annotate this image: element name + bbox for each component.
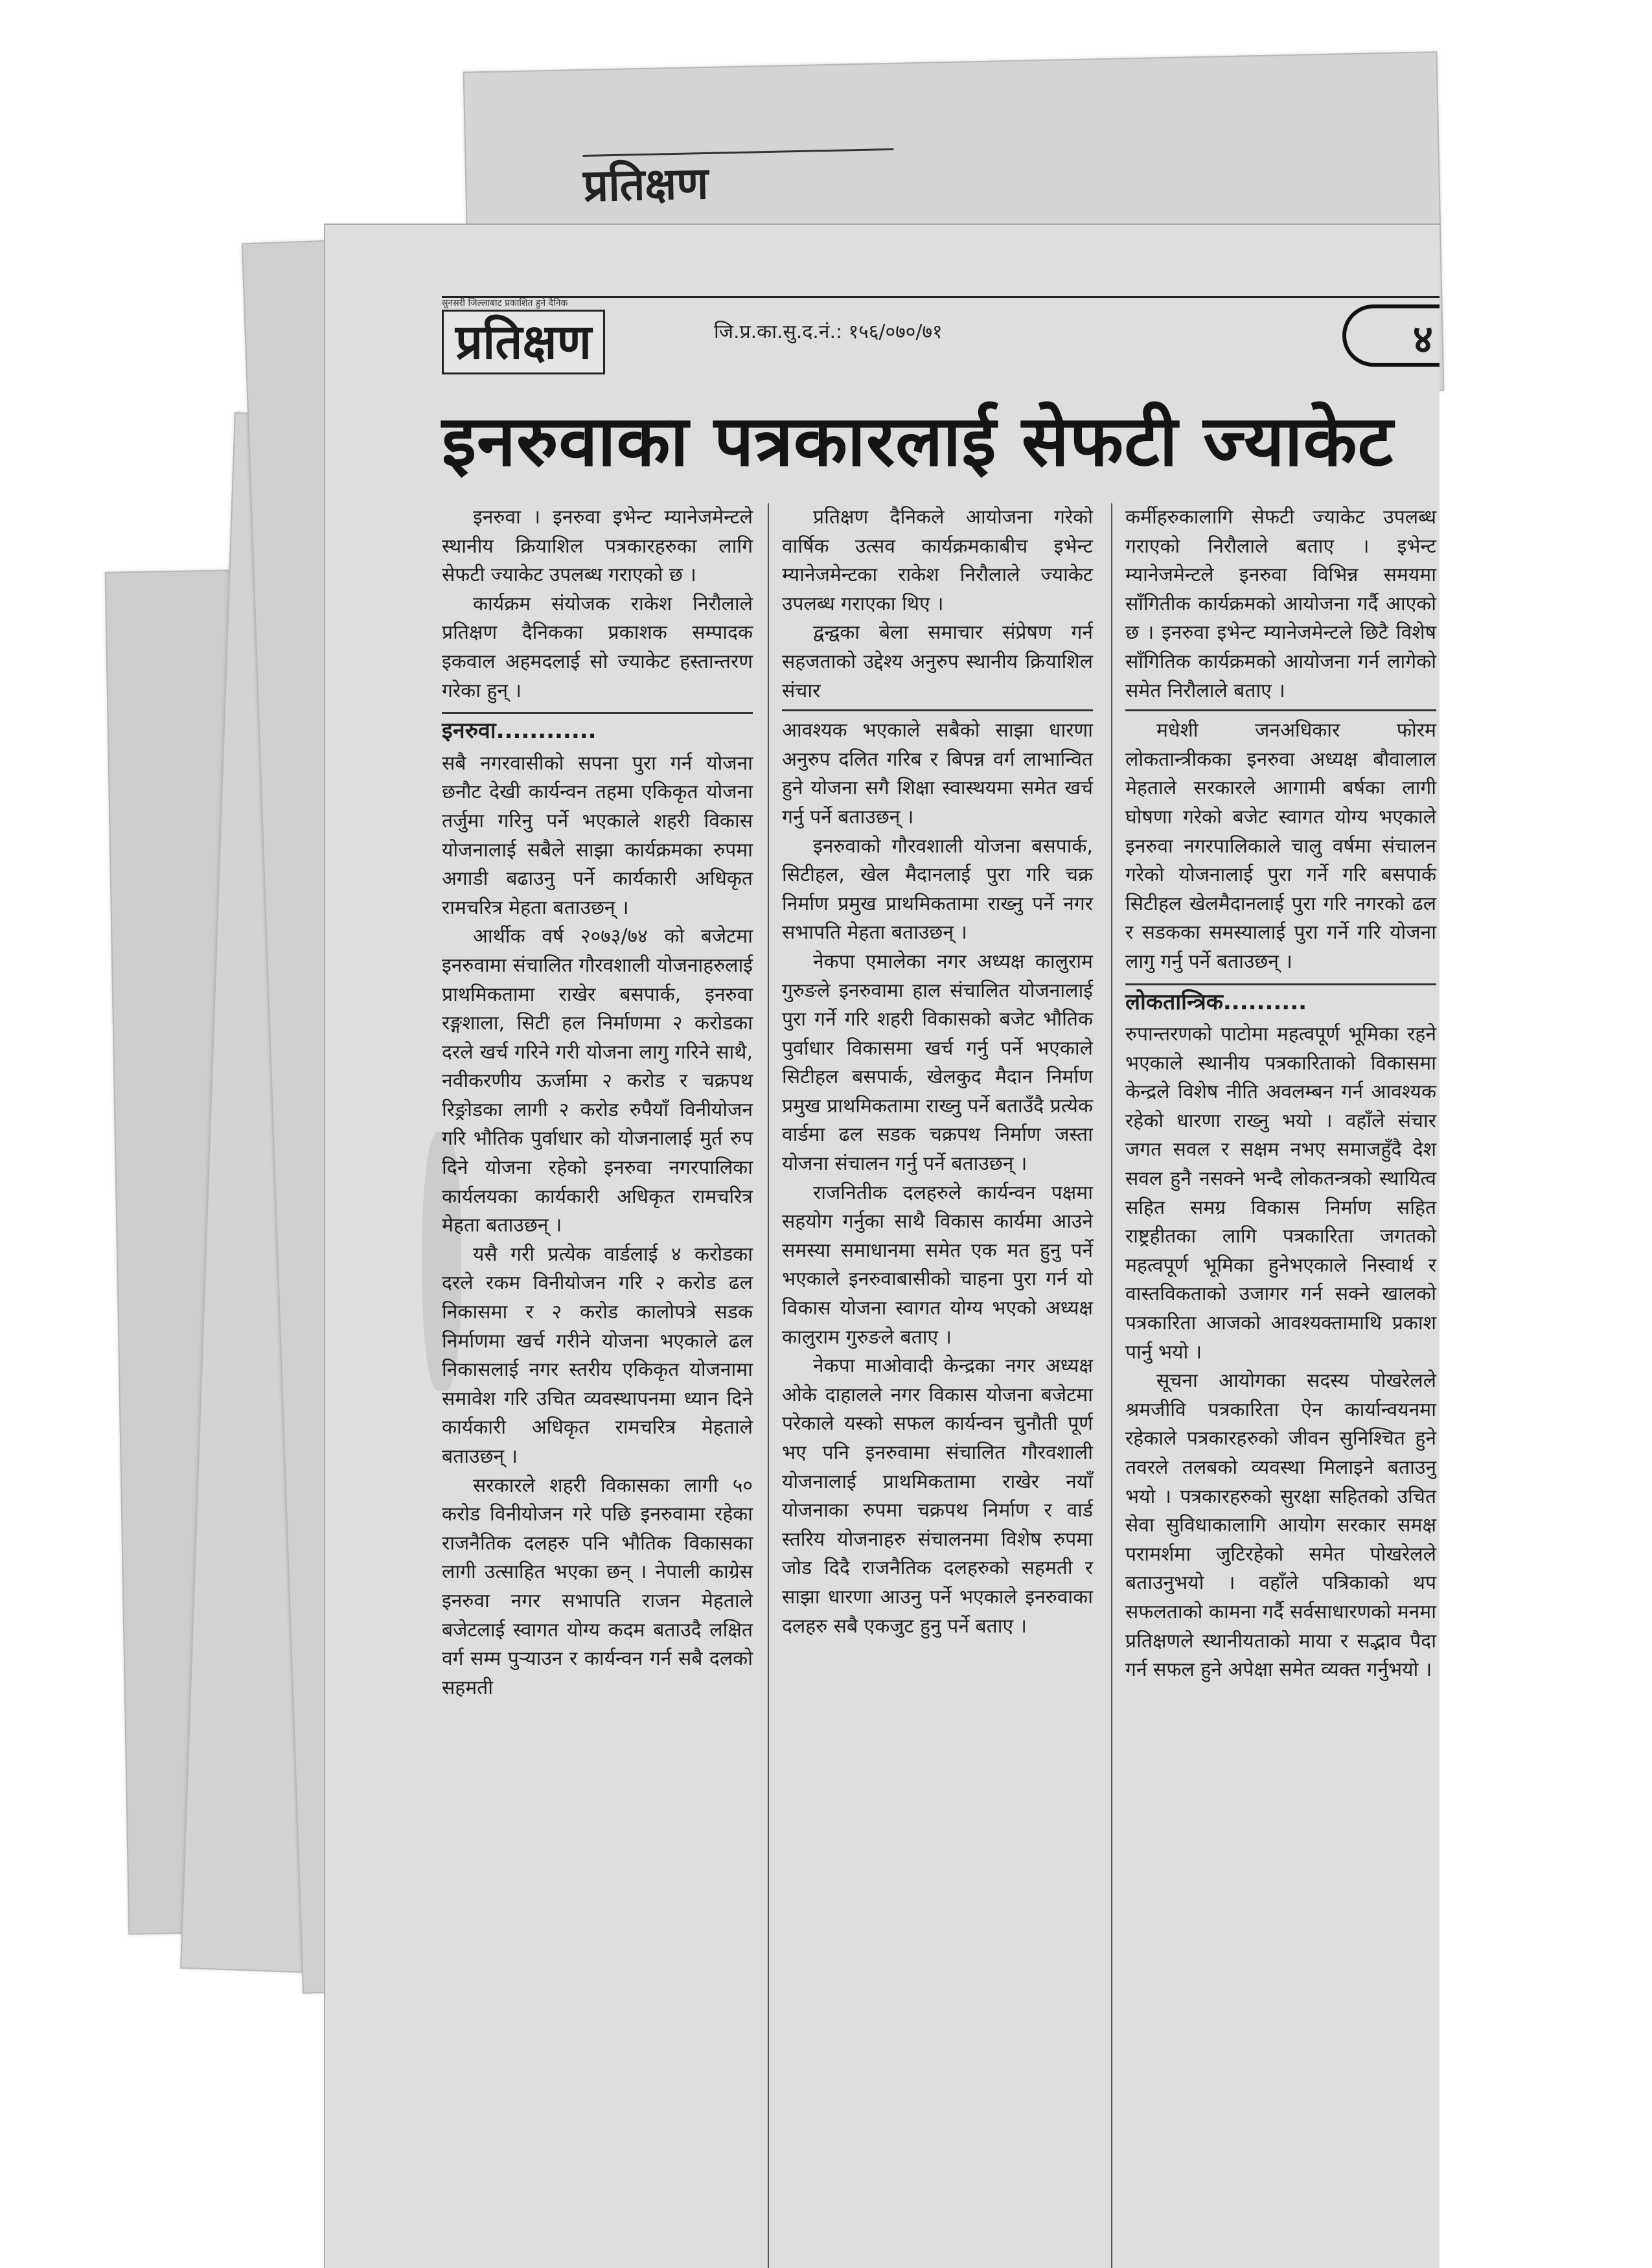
column-divider xyxy=(768,503,769,2268)
newspaper-tagline: सुनसरी जिल्लाबाट प्रकाशित हुने दैनिक xyxy=(442,298,568,308)
article-column-3 xyxy=(1125,503,1436,1685)
paragraph: मधेशी जनअधिकार फोरम लोकतान्त्रीकका इनरुवा अध्यक्ष बौवालाल मेहताले सरकारले आगामी बर्षका लागी घोषणा गरेको बजेट स्वागत योग्य भएकाले इनरुवा नगरपालिकाले चालु वर्षमा संचालन गरेको योजनालाई पुरा गर्ने गरि बसपार्क सिटीहल खेलमैदानलाई पुरा गरि नगरको ढल र सडकका समस्यालाई पुरा गर्ने गरि योजना लागु गर्नु पर्ने बताउछन् । xyxy=(1125,719,1436,973)
article-column-1 xyxy=(442,503,753,1702)
registration-number: जि.प्र.का.सु.द.नं.: १५६/०७०/७१ xyxy=(714,321,943,343)
paragraph: इनरुवा । इनरुवा इभेन्ट म्यानेजमेन्टले स्थानीय क्रियाशिल पत्रकारहरुका लागि सेफटी ज्याकेट उपलब्ध गराएको छ । xyxy=(442,506,753,587)
article-body xyxy=(442,503,1440,2268)
section-divider xyxy=(1125,709,1436,711)
print-smudge xyxy=(422,1132,461,1391)
section-divider xyxy=(782,709,1093,711)
article-headline: इनरुवाका पत्रकारलाई सेफटी ज्याकेट xyxy=(442,401,1394,482)
paragraph: रुपान्तरणको पाटोमा महत्वपूर्ण भूमिका रहने भएकाले स्थानीय पत्रकारिताको विकासमा केन्द्रले विशेष नीति अवलम्बन गर्न आवश्यक रहेको धारणा राख्नु भयो । वहाँले संचार जगत सवल र सक्षम नभए समाजहुँदै देश सवल हुनै नसक्ने भन्दै लोकतन्त्रको स्थायित्व सहित समग्र विकास निर्माण सहित राष्ट्रहीतका लागि पत्रकारिता जगतको महत्वपूर्ण भूमिका हुनेभएकाले निस्वार्थ र वास्तविकताको उजागर गर्न सक्ने खालको पत्रकारिता आजको आवश्यक्तामाथि प्रकाश पार्नु भयो । xyxy=(1125,1023,1436,1364)
section-subhead: लोकतान्त्रिक.......... xyxy=(1125,983,1436,1017)
paragraph: सूचना आयोगका सदस्य पोखरेलले श्रमजीवि पत्रकारिता ऐन कार्यान्वयनमा रहेकाले पत्रकारहरुको जीवन सुनिश्चित हुने तवरले तलबको व्यवस्था मिलाइने बताउनु भयो । पत्रकारहरुको सुरक्षा सहितको उचित सेवा सुविधाकालागि आयोग सरकार समक्ष परामर्शमा जुटिरहेको समेत पोखरेलले बताउनुभयो । वहाँले पत्रिकाको थप सफलताको कामना गर्दै सर्वसाधारणको मनमा प्रतिक्षणले स्थानीयताको माया र सद्भाव पैदा गर्न सफल हुने अपेक्षा समेत व्यक्त गर्नुभयो । xyxy=(1125,1369,1436,1682)
paragraph: नेकपा माओवादी केन्द्रका नगर अध्यक्ष ओके दाहालले नगर विकास योजना बजेटमा परेकाले यस्को सफल कार्यन्वन चुनौती पूर्ण भए पनि इनरुवामा संचालित गौरवशाली योजनालाई प्राथमिकतामा राखेर नयाँ योजनाका रुपमा चक्रपथ निर्माण र वार्ड स्तरिय योजनाहरु संचालनमा विशेष रुपमा जोड दिदै राजनैतिक दलहरुको सहमती र साझा धारणा आउनु पर्ने भएकाले इनरुवाका दलहरु सबै एकजुट हुनु पर्ने बताए । xyxy=(782,1355,1093,1638)
newspaper-clipping xyxy=(324,223,1440,2268)
back-sheet-masthead xyxy=(582,148,895,215)
paragraph: सबै नगरवासीको सपना पुरा गर्न योजना छनौट देखी कार्यन्वन तहमा एकिकृत योजना तर्जुमा गरिनु पर्ने भएकाले शहरी विकास योजनालाई सबैले साझा कार्यक्रमका रुपमा अगाडी बढाउनु पर्ने कार्यकारी अधिकृत रामचरित्र मेहता बताउछन् । xyxy=(442,751,753,919)
paragraph: यसै गरी प्रत्येक वार्डलाई ४ करोडका दरले रकम विनीयोजन गरि २ करोड ढल निकासमा र २ करोड कालोपत्रे सडक निर्माणमा खर्च गरीने योजना भएकाले ढल निकासलाई नगर स्तरीय एकिकृत योजनामा समावेश गरि उचित व्यवस्थापनमा ध्यान दिने कार्यकारी अधिकृत रामचरित्र मेहताले बताउछन् । xyxy=(442,1243,753,1468)
paragraph: नेकपा एमालेका नगर अध्यक्ष कालुराम गुरुङले इनरुवामा हाल संचालित योजनालाई पुरा गर्ने गरि शहरी विकासको बजेट भौतिक पुर्वाधार विकासमा खर्च गर्नु पर्ने भएकाले सिटीहल बसपार्क, खेलकुद मैदान निर्माण प्रमुख प्राथमिकतामा राख्नु पर्ने बताउँदै प्रत्येक वार्डमा ढल सडक चक्रपथ निर्माण जस्ता योजना संचालन गर्नु पर्ने बताउछन् । xyxy=(782,950,1093,1176)
paragraph: कर्मीहरुकालागि सेफटी ज्याकेट उपलब्ध गराएको निरौलाले बताए । इभेन्ट म्यानेजमेन्टले इनरुवा विभिन्न समयमा साँगितीक कार्यक्रमको आयोजना गर्दै आएको छ । इनरुवा इभेन्ट म्यानेजमेन्टले छिटै विशेष साँगितिक कार्यक्रमको आयोजना गर्न लागेको समेत निरौलाले बताए । xyxy=(1125,506,1436,702)
paragraph: प्रतिक्षण दैनिकले आयोजना गरेको वार्षिक उत्सव कार्यक्रमकाबीच इभेन्ट म्यानेजमेन्टका राकेश निरौलाले ज्याकेट उपलब्ध गराएका थिए । xyxy=(782,506,1093,615)
newspaper-masthead: प्रतिक्षण xyxy=(442,310,605,374)
paragraph: द्वन्द्वका बेला समाचार संप्रेषण गर्न सहजताको उद्देश्य अनुरुप स्थानीय क्रियाशिल संचार xyxy=(782,621,1093,702)
section-subhead: इनरुवा............ xyxy=(442,712,753,746)
paragraph: आवश्यक भएकाले सबैको साझा धारणा अनुरुप दलित गरिब र बिपन्न वर्ग लाभान्वित हुने योजना सगै शिक्षा स्वास्थयमा समेत खर्च गर्नु पर्ने बताउछन् । xyxy=(782,719,1093,829)
newspaper-header xyxy=(442,296,1440,376)
back-sheet-masthead-text: प्रतिक्षण xyxy=(582,157,709,212)
page-number: ४ xyxy=(1342,304,1440,367)
paragraph: आर्थीक वर्ष २०७३/७४ को बजेटमा इनरुवामा संचालित गौरवशाली योजनाहरुलाई प्राथमिकतामा राखेर बसपार्क, इनरुवा रङ्गशाला, सिटी हल निर्माणमा २ करोडका दरले खर्च गरिने गरी योजना लागु गरिने साथै, नवीकरणीय ऊर्जामा २ करोड र चक्रपथ रिङ्रोडका लागी २ करोड रुपैयाँ विनीयोजन गरि भौतिक पुर्वाधार को योजनालाई मुर्त रुप दिने योजना रहेको इनरुवा नगरपालिका कार्यलयका कार्यकारी अधिकृत रामचरित्र मेहता बताउछन् । xyxy=(442,925,753,1237)
paragraph: इनरुवाको गौरवशाली योजना बसपार्क, सिटीहल, खेल मैदानलाई पुरा गरि चक्र निर्माण प्रमुख प्राथमिकतामा राख्नु पर्ने नगर सभापति मेहता बताउछन् । xyxy=(782,834,1093,945)
column-divider xyxy=(1111,503,1112,2268)
paragraph: सरकारले शहरी विकासका लागी ५० करोड विनीयोजन गरे पछि इनरुवामा रहेका राजनैतिक दलहरु पनि भौतिक विकासका लागी उत्साहित भएका छन् । नेपाली काग्रेस इनरुवा नगर सभापति राजन मेहताले बजेटलाई स्वागत योग्य कदम बताउदै लक्षित वर्ग सम्म पुऱ्याउन र कार्यन्वन गर्न सबै दलको सहमती xyxy=(442,1474,753,1699)
article-column-2 xyxy=(782,503,1093,1641)
paragraph: राजनितीक दलहरुले कार्यन्वन पक्षमा सहयोग गर्नुका साथै विकास कार्यमा आउने समस्या समाधानमा समेत एक मत हुनु पर्ने भएकाले इनरुवाबासीको चाहना पुरा गर्न यो विकास योजना स्वागत योग्य भएको अध्यक्ष कालुराम गुरुङले बताए । xyxy=(782,1181,1093,1349)
paragraph: कार्यक्रम संयोजक राकेश निरौलाले प्रतिक्षण दैनिकका प्रकाशक सम्पादक इकवाल अहमदलाई सो ज्याकेट हस्तान्तरण गरेका हुन् । xyxy=(442,592,753,702)
